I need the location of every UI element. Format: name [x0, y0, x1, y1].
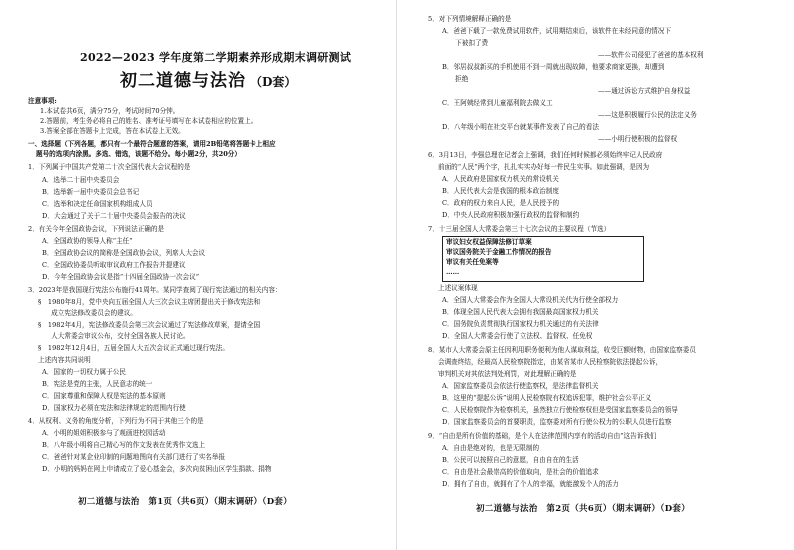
- question-line: A．选举二十届中央委员会: [42, 176, 120, 184]
- section-title-line2: 题号的选项内涂黑。多选、错选，该题不给分。每小题2分，共20分）: [36, 150, 241, 158]
- question-line: D．全国人大常委会行使了立法权、监督权、任免权: [442, 332, 593, 340]
- question-line: C．政府的权力来自人民，是人民授予的: [442, 199, 560, 207]
- question-line: ——小明行使积极的监督权: [598, 135, 678, 143]
- question-line: B．八年级小明将自己精心写的作文发表在优秀作文选上: [42, 441, 206, 449]
- question-line: ——这是积极履行公民的法定义务: [598, 111, 697, 119]
- question-line: D．小明的妈妈在网上申请成立了爱心基金会，多次向贫困山区学生捐款、捐物: [42, 465, 272, 473]
- question-line: 4．从权利、义务的角度分析，下列行为不同于其他三个的是: [28, 417, 204, 425]
- page-footer: 初二道德与法治 第2页（共6页）（期末调研）（D套）: [476, 504, 691, 514]
- question-line: 成立宪法修改委员会的建议。: [38, 309, 137, 317]
- question-line: ——通过诉讼方式维护自身权益: [598, 87, 691, 95]
- page-2: [398, 0, 794, 550]
- note-item: 3.答案全部在答题卡上完成，答在本试卷上无效。: [40, 127, 185, 135]
- question-line: C．选举和决定任命国家机构组成人员: [42, 200, 153, 208]
- notes-heading: 注意事项:: [28, 97, 57, 105]
- question-line: A．自由是绝对的，也是无限制的: [442, 444, 540, 452]
- question-line: A．全国政协的领导人称“主任”: [42, 237, 133, 245]
- agenda-item: 审议国务院关于金融工作情况的报告: [446, 248, 552, 256]
- question-line: 9．“自由是所有价值的基础，是个人在法律范围内享有的活动自由”这告诉我们: [428, 432, 657, 440]
- question-line: A．小明的姐姐积极参与了观画进校园活动: [42, 429, 166, 437]
- section-title-line1: 一、选择题（下列各题，都只有一个最符合题意的答案，请用2B铅笔将答题卡上相应: [28, 140, 276, 148]
- question-line: 上述内容共同说明: [38, 356, 91, 364]
- question-line: D．国家监察委员会的首要职责，监察委对所有行使公权力的公职人员进行监察: [442, 418, 672, 426]
- question-line: B．人民代表大会是我国的根本政治制度: [442, 187, 559, 195]
- agenda-item: ……: [446, 268, 460, 276]
- question-line: 下被扣了费: [442, 39, 489, 47]
- question-line: 拒绝: [442, 75, 469, 83]
- question-line: A．国家监察委员会依法行使监察权，是法律监督机关: [442, 382, 599, 390]
- question-line: B．宪法是党的主张，人民意志的统一: [42, 380, 153, 388]
- question-line: 3．2023年是我国现行宪法公布施行41周年。某同学查阅了现行宪法通过的相关内容：: [28, 286, 282, 294]
- question-line: B．公民可以按照自己的意愿，自由自在的生活: [442, 456, 579, 464]
- question-line: D．大会通过了关于二十届中央委员会报告的决议: [42, 212, 186, 220]
- question-line: A．人民政府是国家权力机关的常设机关: [442, 175, 559, 183]
- question-line: A．爸爸下载了一款免费试用软件，试用期结束后，该软件在未经同意的情况下: [442, 27, 671, 35]
- question-line: C．王阿姨经常到儿童福利院去做义工: [442, 99, 553, 107]
- question-line: B．全国政协会议的简称是全国政协会议，列席人大会议: [42, 249, 206, 257]
- question-line: § 1982年4月，宪法修改委员会第三次会议通过了宪法修改草案，提请全国: [38, 321, 261, 329]
- question-line: 前面的“人民”两个字，扎扎实实办好每一件民生实事。如此强调，是因为: [438, 163, 650, 171]
- question-line: C．国家尊重和保障人权是宪法的基本原则: [42, 392, 166, 400]
- question-line: B．选举新一届中央委员会总书记: [42, 188, 140, 196]
- question-line: A．国家的一切权力属于公民: [42, 368, 126, 376]
- question-line: ——软件公司侵犯了爸爸的基本权利: [598, 51, 704, 59]
- question-line: B．这里的“提起公诉”说明人民检察院有权追诉犯罪，维护社会公平正义: [442, 394, 652, 402]
- question-line: D．国家权力必须在宪法和法律规定的范围内行使: [42, 404, 186, 412]
- question-line: 会调查终结，经最高人民检察院指定，由某省某市人民检察院依法提起公诉，: [438, 358, 663, 366]
- question-line: B．邻居叔叔新买的手机使用不到一周就出现故障，他要求商家更换，却遭到: [442, 63, 665, 71]
- question-line: 5．对下列情境解释正确的是: [428, 15, 512, 23]
- question-line: 上述议案体现: [438, 284, 478, 292]
- agenda-item: 审议有关任免案等: [446, 258, 499, 266]
- agenda-item: 审议妇女权益保障法修订草案: [446, 238, 532, 246]
- question-line: 6．3月13日，李强总理在记者会上强调，我们任何时候都必须始终牢记人民政府: [428, 151, 663, 159]
- question-line: D．拥有了自由，就拥有了个人的幸福，就能激发个人的活力: [442, 480, 619, 488]
- question-line: A．全国人大常委会作为全国人大常设机关代为行使全部权力: [442, 296, 619, 304]
- set-label: （D套）: [250, 75, 297, 89]
- question-line: D．八年级小明在社交平台就某事件发表了自己的看法: [442, 123, 599, 131]
- subject-title: 初二道德与法治: [120, 71, 246, 91]
- question-line: C．自由是社会最崇高的价值取向，是社会的价值追求: [442, 468, 599, 476]
- question-line: 1．下列属于中国共产党第二十次全国代表大会议程的是: [28, 163, 191, 171]
- note-item: 2.答题前，考生务必将自己的姓名、准考证号填写在本试卷相应的位置上。: [40, 117, 258, 125]
- question-line: § 1982年12月4日，五届全国人大五次会议正式通过现行宪法。: [38, 344, 229, 352]
- question-line: 2．有关今年全国政协会议，下列说法正确的是: [28, 225, 165, 233]
- question-line: D．今年全国政协会议是指“十四届全国政协一次会议”: [42, 273, 200, 281]
- question-line: 8．某市人大常委会原主任因利用职务便利为他人谋取利益，收受巨额财物，由国家监察委员: [428, 346, 696, 354]
- page-footer: 初二道德与法治 第1页（共6页）（期末调研）（D套）: [78, 497, 293, 507]
- question-line: C．全国政协委员听取审议政府工作报告并提建议: [42, 261, 186, 269]
- question-line: 审判机关对其依法判处刑罚，对此理解正确的是: [438, 370, 577, 378]
- note-item: 1.本试卷共6页，满分75分，考试时间70分钟。: [40, 107, 180, 115]
- question-line: B．体现全国人民代表大会拥有我国最高国家权力机关: [442, 308, 599, 316]
- question-line: D．中央人民政府积极加强行政权的监督和制约: [442, 211, 580, 219]
- question-line: C．爸爸针对某企业印制的问题地图向有关部门进行了实名举报: [42, 453, 226, 461]
- exam-year-title: 2022—2023 学年度第二学期素养形成期末调研测试: [80, 51, 352, 64]
- question-line: 7．十三届全国人大常委会第三十七次会议的主要议程（节选）: [428, 225, 611, 233]
- question-line: § 1980年8月，党中央向五届全国人大三次会议主席团提出关于修改宪法和: [38, 298, 261, 306]
- question-line: C．人民检察院作为检察机关，虽然独立行使检察权但是受国家监察委员会的领导: [442, 406, 678, 414]
- question-line: C．国务院负责贯彻执行国家权力机关通过的有关法律: [442, 320, 599, 328]
- question-line: 人大常委会审议公布，交付全国各族人民讨论。: [38, 332, 190, 340]
